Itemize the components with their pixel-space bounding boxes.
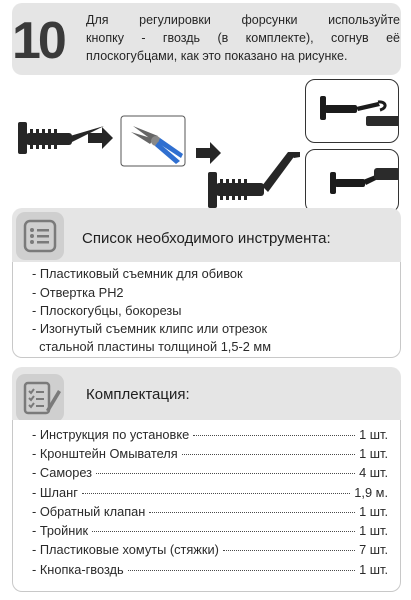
kit-item — [32, 504, 388, 522]
kit-item-qty: 4 шт. — [359, 465, 388, 480]
tool-item: - Пластиковый съемник для обивок — [32, 266, 243, 281]
kit-item-qty: 1 шт. — [359, 427, 388, 442]
pin-hook-icon — [306, 80, 399, 143]
kit-item-name: - Инструкция по установке — [32, 427, 190, 442]
kit-item-qty: 1 шт. — [359, 562, 388, 577]
kit-item-qty: 7 шт. — [359, 542, 388, 557]
kit-item-leader — [223, 550, 355, 551]
tools-section-title: Список необходимого инструмента: — [82, 230, 331, 247]
kit-item — [32, 485, 388, 503]
checklist-pencil-icon — [16, 374, 64, 422]
step-text-line: кнопку - гвоздь (в комплекте), согнув её — [86, 31, 400, 45]
kit-item-name: - Пластиковые хомуты (стяжки) — [32, 542, 219, 557]
kit-item-name: - Шланг — [32, 485, 78, 500]
pliers-icon — [121, 116, 185, 166]
step-instruction — [86, 11, 400, 65]
kit-item — [32, 542, 388, 560]
kit-item-name: - Кнопка-гвоздь — [32, 562, 124, 577]
step-number: 10 — [12, 12, 64, 70]
bent-pin-icon — [208, 152, 300, 208]
kit-item-name: - Обратный клапан — [32, 504, 146, 519]
tool-item: стальной пластины толщиной 1,5-2 мм — [32, 339, 272, 354]
kit-item-leader — [149, 512, 355, 513]
tool-item: - Отвертка PH2 — [32, 285, 124, 300]
kit-section-title: Комплектация: — [86, 386, 190, 403]
kit-item-leader — [193, 435, 355, 436]
kit-item-leader — [96, 473, 355, 474]
tool-item: - Плоскогубцы, бокорезы — [32, 303, 182, 318]
kit-item-qty: 1 шт. — [359, 446, 388, 461]
kit-item-leader — [128, 570, 355, 571]
tool-item: - Изогнутый съемник клипс или отрезок — [32, 321, 268, 336]
kit-item-qty: 1 шт. — [359, 504, 388, 519]
pin-nozzle-icon — [306, 150, 399, 213]
kit-item-leader — [82, 493, 350, 494]
kit-item — [32, 446, 388, 464]
kit-item-name: - Тройник — [32, 523, 89, 538]
arrow-right-icon — [196, 142, 221, 164]
pin-photo-top — [305, 79, 399, 143]
step-text-line: Для регулировки форсунки используйте — [86, 13, 400, 27]
kit-item-name: - Саморез — [32, 465, 93, 480]
kit-item-qty: 1 шт. — [359, 523, 388, 538]
kit-item-name: - Кронштейн Омывателя — [32, 446, 178, 461]
kit-item — [32, 465, 388, 483]
kit-item-leader — [92, 531, 355, 532]
kit-item — [32, 562, 388, 580]
kit-item-qty: 1,9 м. — [354, 485, 388, 500]
step-text-line: плоскогубцами, как это показано на рисунке. — [86, 49, 348, 63]
kit-item-leader — [182, 454, 355, 455]
kit-item — [32, 427, 388, 445]
pin-photo-bottom — [305, 149, 399, 213]
kit-item — [32, 523, 388, 541]
list-icon — [16, 212, 64, 260]
